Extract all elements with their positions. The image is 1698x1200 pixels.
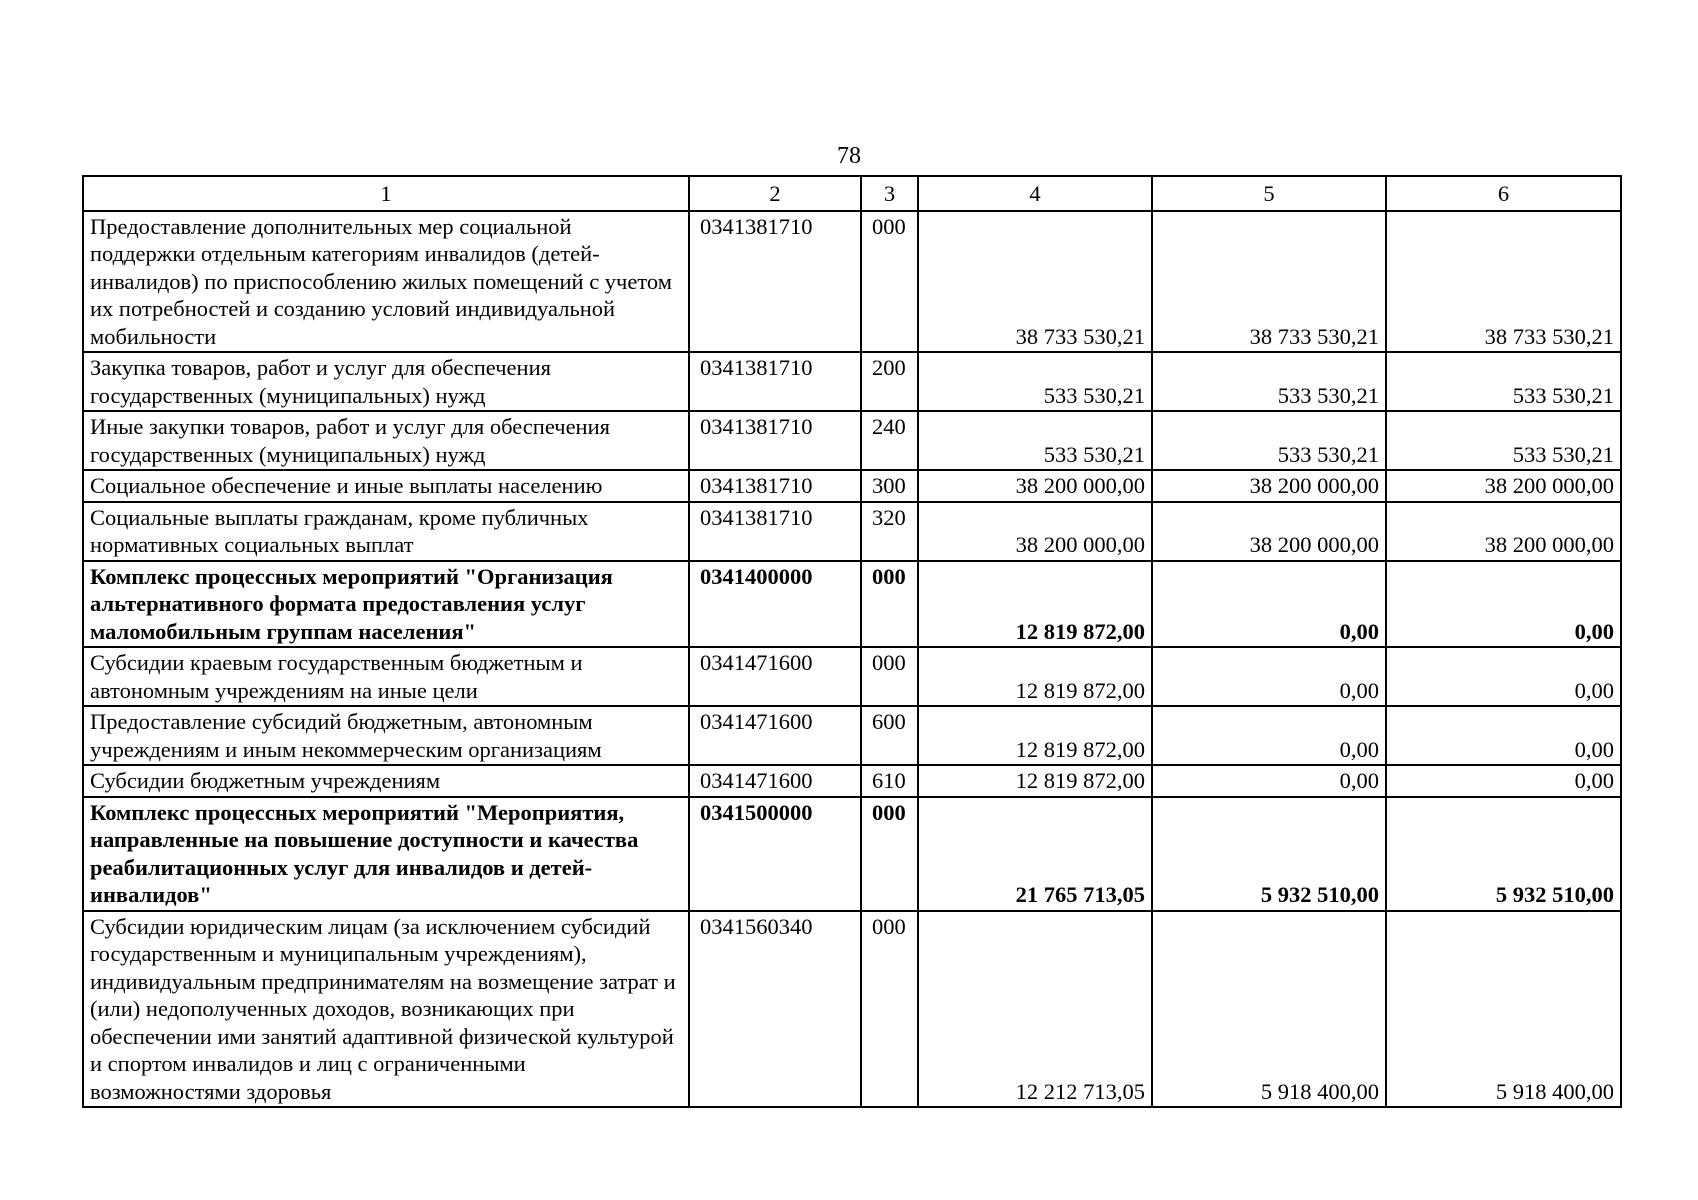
row-expense-kind: 000 xyxy=(861,561,918,648)
row-value-col6: 0,00 xyxy=(1386,561,1621,648)
row-name: Иные закупки товаров, работ и услуг для обеспечения государственных (муниципальных) нужд xyxy=(83,411,689,470)
table-row xyxy=(83,470,1621,502)
table-row xyxy=(83,911,1621,1108)
header-cell-2: 2 xyxy=(689,176,861,211)
row-name: Социальное обеспечение и иные выплаты населению xyxy=(83,470,689,502)
row-value-col6: 5 932 510,00 xyxy=(1386,797,1621,911)
row-name: Комплекс процессных мероприятий "Организация альтернативного формата предоставления услуг маломобильным группам населения" xyxy=(83,561,689,648)
row-value-col6: 0,00 xyxy=(1386,765,1621,797)
header-cell-1: 1 xyxy=(83,176,689,211)
table-row xyxy=(83,411,1621,470)
row-target-code: 0341471600 xyxy=(689,765,861,797)
row-value-col4: 12 212 713,05 xyxy=(918,911,1152,1108)
row-value-col4: 533 530,21 xyxy=(918,411,1152,470)
table-row xyxy=(83,352,1621,411)
row-value-col5: 0,00 xyxy=(1152,561,1386,648)
row-expense-kind: 600 xyxy=(861,706,918,765)
row-value-col4: 38 200 000,00 xyxy=(918,502,1152,561)
table-header-row xyxy=(83,176,1621,211)
row-expense-kind: 240 xyxy=(861,411,918,470)
table-row xyxy=(83,647,1621,706)
table-row xyxy=(83,211,1621,353)
row-target-code: 0341381710 xyxy=(689,352,861,411)
row-name: Субсидии юридическим лицам (за исключением субсидий государственным и муниципальным учреждениям), индивидуальным предпринимателям на возмещение затрат и (или) недополученных доходов, возникающих при обеспечении ими занятий адаптивной физической культурой и спортом инвалидов и лиц с ограниченными возможностями здоровья xyxy=(83,911,689,1108)
row-value-col5: 533 530,21 xyxy=(1152,352,1386,411)
row-value-col6: 533 530,21 xyxy=(1386,411,1621,470)
row-expense-kind: 610 xyxy=(861,765,918,797)
row-value-col4: 12 819 872,00 xyxy=(918,706,1152,765)
row-target-code: 0341471600 xyxy=(689,706,861,765)
row-value-col4: 12 819 872,00 xyxy=(918,561,1152,648)
row-value-col6: 0,00 xyxy=(1386,647,1621,706)
row-name: Социальные выплаты гражданам, кроме публичных нормативных социальных выплат xyxy=(83,502,689,561)
row-target-code: 0341381710 xyxy=(689,502,861,561)
row-value-col4: 21 765 713,05 xyxy=(918,797,1152,911)
row-expense-kind: 300 xyxy=(861,470,918,502)
row-value-col5: 38 200 000,00 xyxy=(1152,502,1386,561)
table-row xyxy=(83,765,1621,797)
row-value-col6: 5 918 400,00 xyxy=(1386,911,1621,1108)
row-name: Субсидии бюджетным учреждениям xyxy=(83,765,689,797)
row-value-col6: 0,00 xyxy=(1386,706,1621,765)
row-expense-kind: 000 xyxy=(861,211,918,353)
row-expense-kind: 320 xyxy=(861,502,918,561)
budget-table xyxy=(82,175,1622,1108)
row-target-code: 0341471600 xyxy=(689,647,861,706)
row-value-col4: 38 733 530,21 xyxy=(918,211,1152,353)
row-value-col6: 38 200 000,00 xyxy=(1386,502,1621,561)
row-target-code: 0341381710 xyxy=(689,470,861,502)
page-number: 78 xyxy=(837,143,861,169)
row-value-col4: 38 200 000,00 xyxy=(918,470,1152,502)
row-value-col5: 0,00 xyxy=(1152,706,1386,765)
row-value-col5: 38 200 000,00 xyxy=(1152,470,1386,502)
header-cell-4: 4 xyxy=(918,176,1152,211)
row-expense-kind: 000 xyxy=(861,647,918,706)
row-value-col5: 0,00 xyxy=(1152,647,1386,706)
header-cell-3: 3 xyxy=(861,176,918,211)
row-value-col5: 5 932 510,00 xyxy=(1152,797,1386,911)
row-expense-kind: 200 xyxy=(861,352,918,411)
row-name: Предоставление дополнительных мер социальной поддержки отдельным категориям инвалидов (детей-инвалидов) по приспособлению жилых помещений с учетом их потребностей и созданию условий индивидуальной мобильности xyxy=(83,211,689,353)
row-value-col6: 533 530,21 xyxy=(1386,352,1621,411)
header-cell-5: 5 xyxy=(1152,176,1386,211)
row-value-col5: 0,00 xyxy=(1152,765,1386,797)
row-expense-kind: 000 xyxy=(861,911,918,1108)
row-name: Субсидии краевым государственным бюджетным и автономным учреждениям на иные цели xyxy=(83,647,689,706)
row-value-col4: 533 530,21 xyxy=(918,352,1152,411)
row-target-code: 0341500000 xyxy=(689,797,861,911)
row-value-col4: 12 819 872,00 xyxy=(918,647,1152,706)
row-value-col5: 533 530,21 xyxy=(1152,411,1386,470)
row-value-col5: 5 918 400,00 xyxy=(1152,911,1386,1108)
header-cell-6: 6 xyxy=(1386,176,1621,211)
row-value-col6: 38 733 530,21 xyxy=(1386,211,1621,353)
table-row xyxy=(83,502,1621,561)
table-row-section xyxy=(83,797,1621,911)
row-target-code: 0341381710 xyxy=(689,211,861,353)
table-row xyxy=(83,706,1621,765)
row-value-col5: 38 733 530,21 xyxy=(1152,211,1386,353)
row-target-code: 0341400000 xyxy=(689,561,861,648)
row-name: Закупка товаров, работ и услуг для обеспечения государственных (муниципальных) нужд xyxy=(83,352,689,411)
table-row-section xyxy=(83,561,1621,648)
row-target-code: 0341560340 xyxy=(689,911,861,1108)
row-name: Предоставление субсидий бюджетным, автономным учреждениям и иным некоммерческим организациям xyxy=(83,706,689,765)
row-target-code: 0341381710 xyxy=(689,411,861,470)
row-name: Комплекс процессных мероприятий "Мероприятия, направленные на повышение доступности и качества реабилитационных услуг для инвалидов и детей-инвалидов" xyxy=(83,797,689,911)
row-value-col6: 38 200 000,00 xyxy=(1386,470,1621,502)
row-value-col4: 12 819 872,00 xyxy=(918,765,1152,797)
row-expense-kind: 000 xyxy=(861,797,918,911)
